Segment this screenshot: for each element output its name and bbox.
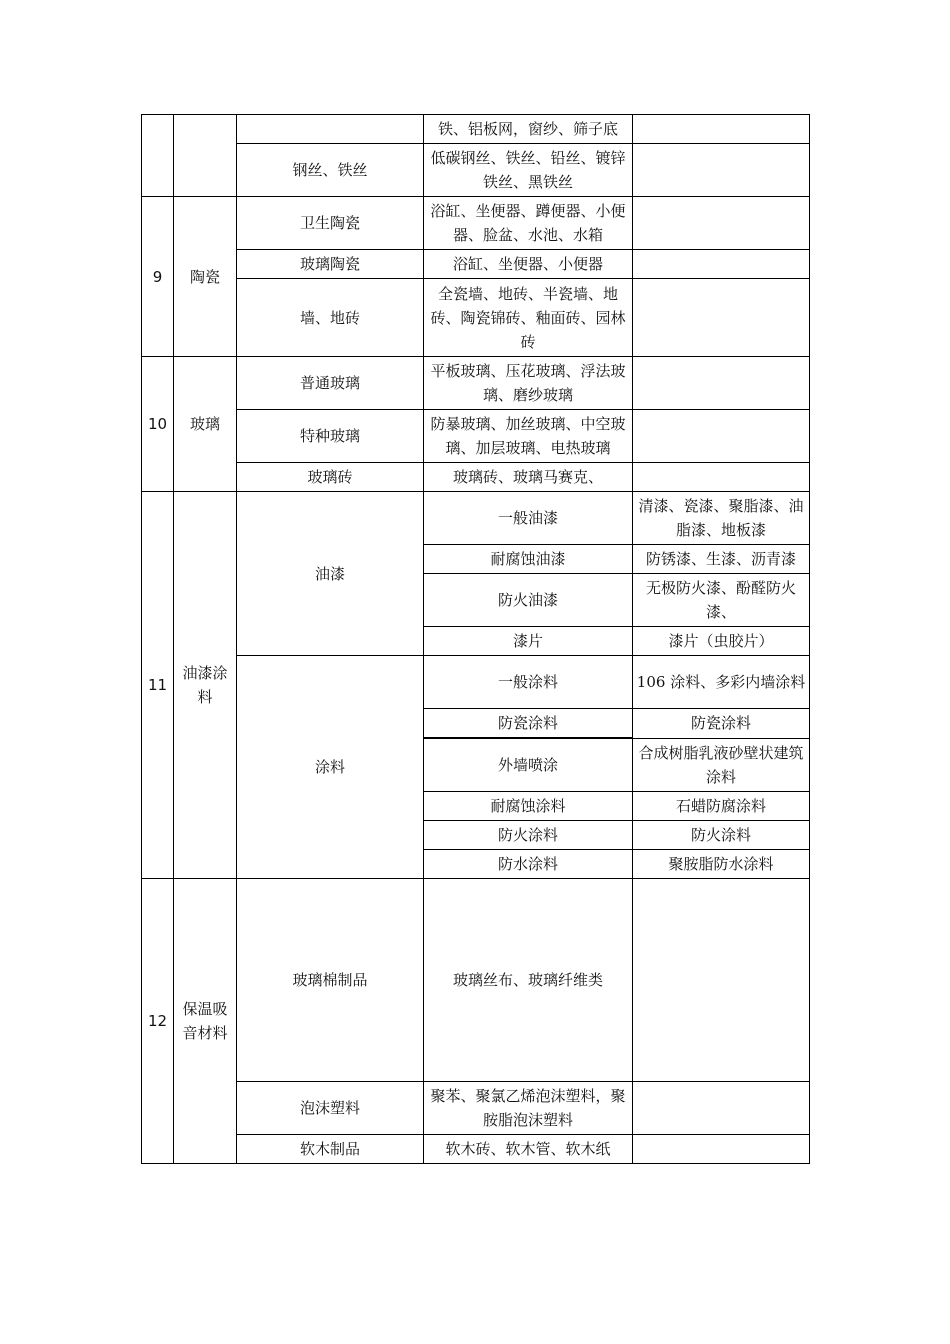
product-cell: 耐腐蚀涂料 <box>424 791 633 820</box>
table-row <box>142 410 810 463</box>
detail-cell: 106 涂料、多彩内墙涂料 <box>633 656 810 709</box>
product-cell: 漆片 <box>424 627 633 656</box>
detail-cell <box>633 410 810 463</box>
category-name-cell <box>174 115 237 197</box>
product-cell: 一般油漆 <box>424 492 633 545</box>
product-cell: 全瓷墙、地砖、半瓷墙、地砖、陶瓷锦砖、釉面砖、园林砖 <box>424 279 633 357</box>
subcategory-cell <box>237 115 424 144</box>
product-cell: 防暴玻璃、加丝玻璃、中空玻璃、加层玻璃、电热玻璃 <box>424 410 633 463</box>
category-number-cell <box>142 115 174 197</box>
category-number-cell: 10 <box>142 357 174 492</box>
product-cell: 防水涂料 <box>424 849 633 878</box>
detail-cell <box>633 279 810 357</box>
detail-cell <box>633 144 810 197</box>
subcategory-cell: 涂料 <box>237 656 424 879</box>
subcategory-cell: 普通玻璃 <box>237 357 424 410</box>
detail-cell <box>633 878 810 1081</box>
product-cell: 玻璃砖、玻璃马赛克、 <box>424 463 633 492</box>
table-row <box>142 115 810 144</box>
category-number-cell: 11 <box>142 492 174 879</box>
detail-cell <box>633 1134 810 1163</box>
product-cell: 软木砖、软木管、软木纸 <box>424 1134 633 1163</box>
subcategory-cell: 玻璃棉制品 <box>237 878 424 1081</box>
table-row <box>142 144 810 197</box>
category-name-cell: 保温吸音材料 <box>174 878 237 1163</box>
product-cell: 聚苯、聚氯乙烯泡沫塑料，聚胺脂泡沫塑料 <box>424 1081 633 1134</box>
table-row <box>142 463 810 492</box>
category-name-cell: 玻璃 <box>174 357 237 492</box>
detail-cell: 合成树脂乳液砂壁状建筑涂料 <box>633 738 810 791</box>
table-row <box>142 878 810 1081</box>
subcategory-cell: 墙、地砖 <box>237 279 424 357</box>
table-row <box>142 279 810 357</box>
table-row <box>142 656 810 709</box>
product-cell: 防火油漆 <box>424 574 633 627</box>
subcategory-cell: 软木制品 <box>237 1134 424 1163</box>
materials-table <box>141 114 810 1164</box>
product-cell: 防火涂料 <box>424 820 633 849</box>
product-cell: 铁、铝板网，窗纱、筛子底 <box>424 115 633 144</box>
detail-cell <box>633 115 810 144</box>
table-row <box>142 197 810 250</box>
category-name-cell: 陶瓷 <box>174 197 237 357</box>
subcategory-cell: 玻璃砖 <box>237 463 424 492</box>
product-cell: 一般涂料 <box>424 656 633 709</box>
product-cell: 外墙喷涂 <box>424 738 633 791</box>
product-cell: 低碳钢丝、铁丝、铅丝、镀锌铁丝、黑铁丝 <box>424 144 633 197</box>
detail-cell: 防瓷涂料 <box>633 709 810 739</box>
category-number-cell: 9 <box>142 197 174 357</box>
subcategory-cell: 钢丝、铁丝 <box>237 144 424 197</box>
category-number-cell: 12 <box>142 878 174 1163</box>
detail-cell: 清漆、瓷漆、聚脂漆、油脂漆、地板漆 <box>633 492 810 545</box>
table-row <box>142 1081 810 1134</box>
subcategory-cell: 油漆 <box>237 492 424 656</box>
detail-cell <box>633 1081 810 1134</box>
table-row <box>142 250 810 279</box>
detail-cell <box>633 357 810 410</box>
subcategory-cell: 特种玻璃 <box>237 410 424 463</box>
detail-cell <box>633 463 810 492</box>
table-row <box>142 357 810 410</box>
detail-cell: 石蜡防腐涂料 <box>633 791 810 820</box>
product-cell: 平板玻璃、压花玻璃、浮法玻璃、磨纱玻璃 <box>424 357 633 410</box>
product-cell: 浴缸、坐便器、小便器 <box>424 250 633 279</box>
detail-cell <box>633 250 810 279</box>
category-name-cell: 油漆涂料 <box>174 492 237 879</box>
subcategory-cell: 泡沫塑料 <box>237 1081 424 1134</box>
detail-cell <box>633 197 810 250</box>
table-row <box>142 492 810 545</box>
product-cell: 浴缸、坐便器、蹲便器、小便器、脸盆、水池、水箱 <box>424 197 633 250</box>
detail-cell: 聚胺脂防水涂料 <box>633 849 810 878</box>
subcategory-cell: 卫生陶瓷 <box>237 197 424 250</box>
materials-table-wrapper <box>141 114 810 1164</box>
detail-cell: 防火涂料 <box>633 820 810 849</box>
table-row <box>142 1134 810 1163</box>
product-cell: 玻璃丝布、玻璃纤维类 <box>424 878 633 1081</box>
detail-cell: 漆片（虫胶片） <box>633 627 810 656</box>
detail-cell: 防锈漆、生漆、沥青漆 <box>633 545 810 574</box>
product-cell: 防瓷涂料 <box>424 709 633 739</box>
detail-cell: 无极防火漆、酚醛防火漆、 <box>633 574 810 627</box>
subcategory-cell: 玻璃陶瓷 <box>237 250 424 279</box>
product-cell: 耐腐蚀油漆 <box>424 545 633 574</box>
